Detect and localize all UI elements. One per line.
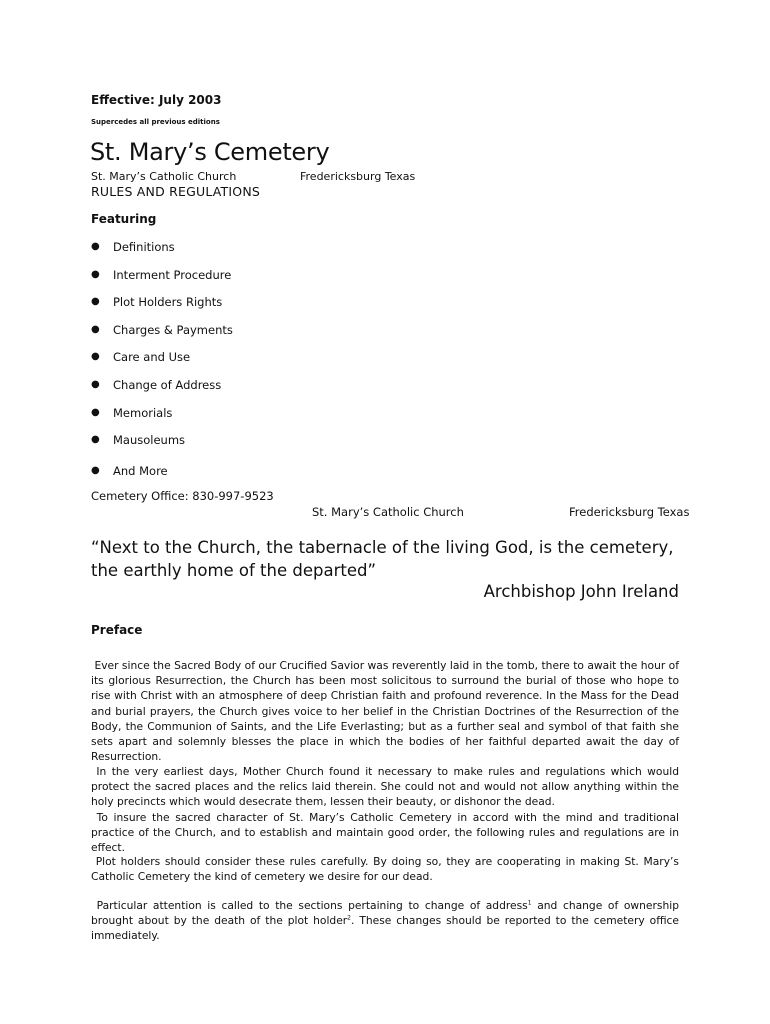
bullet-icon: ● <box>91 351 100 363</box>
list-item: ● Charges & Payments <box>91 322 233 337</box>
list-item: ● Change of Address <box>91 377 222 392</box>
featuring-heading: Featuring <box>91 212 157 226</box>
bullet-icon: ● <box>91 434 100 446</box>
bullet-icon: ● <box>91 464 100 476</box>
footnote-ref-2: 2 <box>347 914 351 922</box>
list-item: ● And More <box>91 463 168 478</box>
bullet-icon: ● <box>91 323 100 335</box>
effective-date: Effective: July 2003 <box>91 93 222 107</box>
featuring-list <box>91 238 233 489</box>
preface-paragraph-1: Ever since the Sacred Body of our Crucified Savior was reverently laid in the tomb, there to await the hour of its glorious Resurrection, the Church has been most solicitous to surround the burial of those who hope to rise with Christ with an atmosphere of deep Christian faith and profound reverence. In the Mass for the Dead and burial prayers, the Church gives voice to her belief in the Christian Doctrines of the Resurrection of the Body, the Communion of Saints, and the Life Everlasting; but as a further seal and symbol of that faith she sets apart and solemnly blesses the place in which the bodies of her faithful departed await the day of Resurrection. <box>91 659 679 764</box>
bullet-icon: ● <box>91 241 100 252</box>
footnote-ref-1: 1 <box>527 899 532 907</box>
church-name: St. Mary’s Catholic Church <box>91 170 237 183</box>
list-item: ● Definitions <box>91 240 175 254</box>
footer-church-name: St. Mary’s Catholic Church <box>312 505 464 519</box>
bullet-icon: ● <box>91 378 100 390</box>
list-item: ● Interment Procedure <box>91 267 232 282</box>
preface-paragraph-2: In the very earliest days, Mother Church found it necessary to make rules and regulations which would protect the sacred places and the relics laid therein. She could not and would not allow anything within the holy precincts which would desecrate them, lessen their beauty, or dishonor the dead. To insure the sacred character of St. Mary’s Catholic Cemetery in accord with the mind and traditional practice of the Church, and to establish and maintain good order, the following rules and regulations are in effect. <box>91 765 679 855</box>
bullet-icon: ● <box>91 406 100 418</box>
list-item: ● Mausoleums <box>91 433 186 448</box>
preface-paragraph-3: Plot holders should consider these rules carefully. By doing so, they are cooperating in making St. Mary’s Catholic Cemetery the kind of cemetery we desire for our dead. <box>91 855 679 884</box>
quote-attribution: Archbishop John Ireland <box>483 582 679 601</box>
list-item: ● Memorials <box>91 405 173 420</box>
supersedes-note: Supercedes all previous editions <box>91 118 220 126</box>
bullet-icon: ● <box>91 296 100 308</box>
preface-paragraph-4: Particular attention is called to the sections pertaining to change of address$^1$ and change of ownership brought about by the death of the plot holder$^2$. These changes should be reported to the cemetery office immediately. <box>91 899 679 943</box>
list-item: ● Care and Use <box>91 350 191 365</box>
bullet-icon: ● <box>91 268 100 280</box>
cemetery-office-phone: Cemetery Office: 830-997-9523 <box>91 489 274 503</box>
page-title: St. Mary’s Cemetery <box>90 138 330 166</box>
quote-text: “Next to the Church, the tabernacle of the living God, is the cemetery, the earthly home of the departed” <box>91 538 674 580</box>
preface-heading: Preface <box>91 623 143 637</box>
footer-church-city: Fredericksburg Texas <box>569 505 690 519</box>
list-item: ● Plot Holders Rights <box>91 295 223 310</box>
church-city: Fredericksburg Texas <box>300 170 416 183</box>
document-subtitle: RULES AND REGULATIONS <box>91 184 261 199</box>
